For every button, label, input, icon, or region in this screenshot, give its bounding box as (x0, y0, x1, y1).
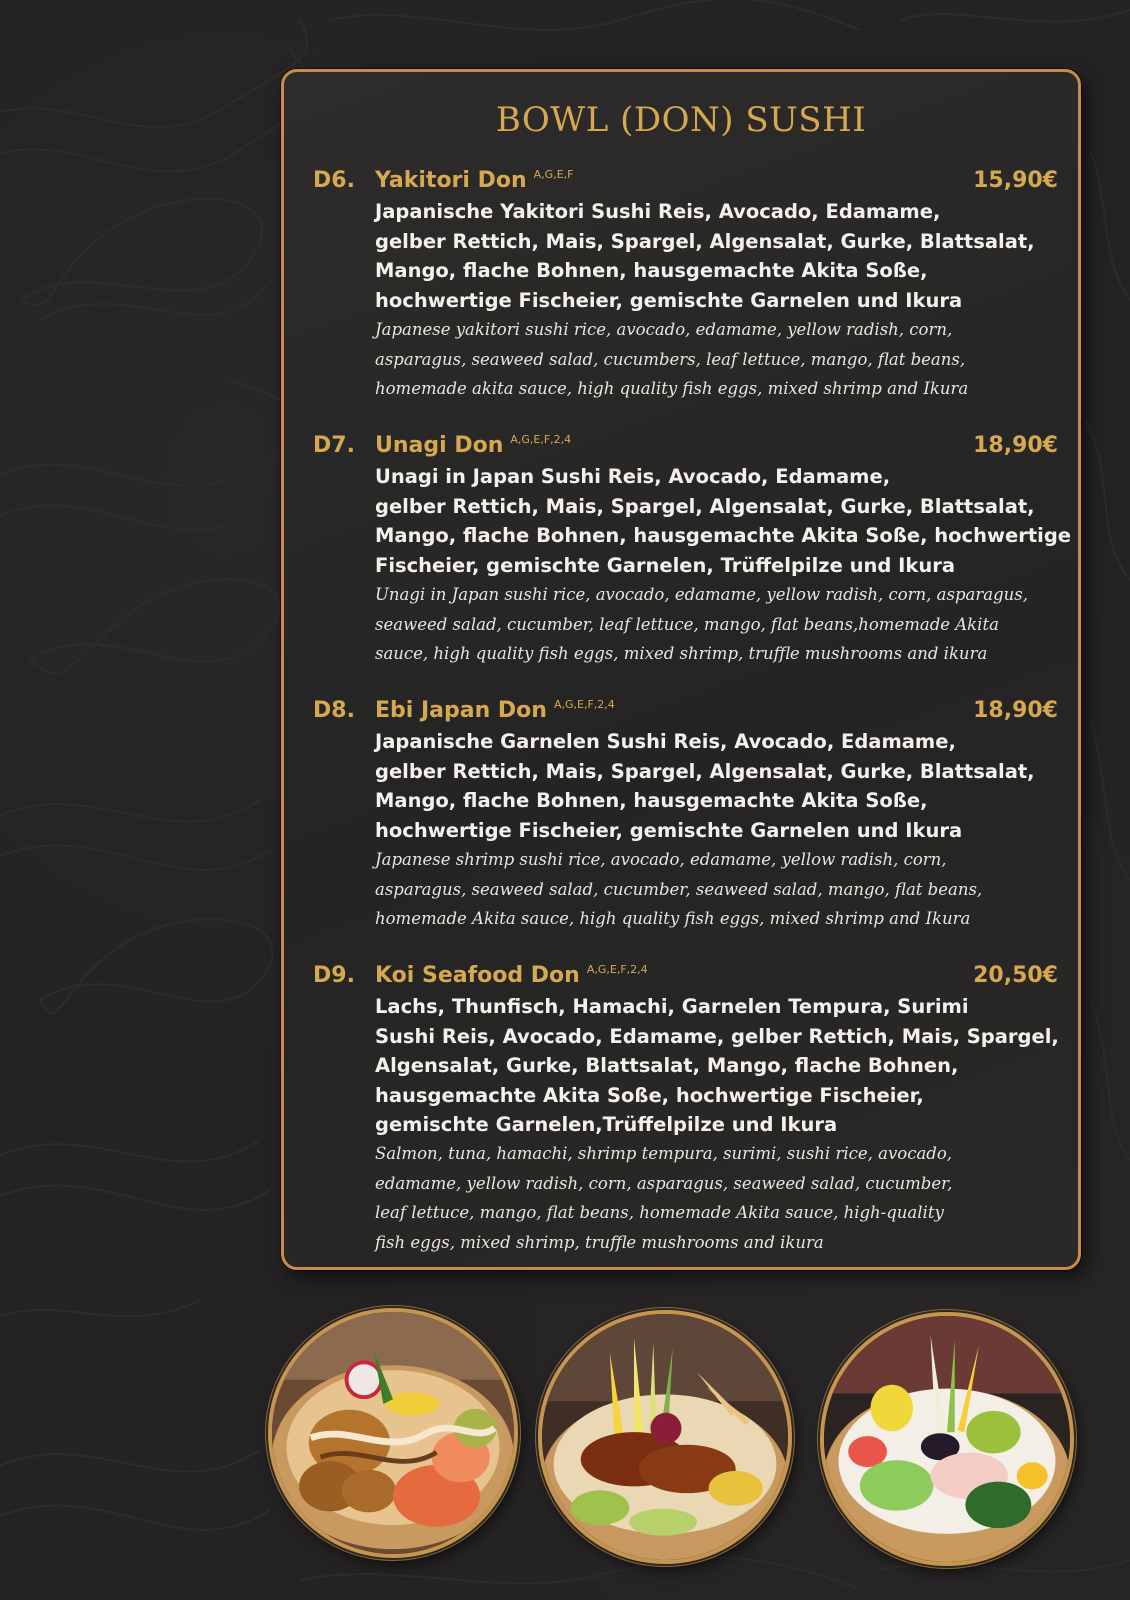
item-name-text: Ebi Japan Don (375, 698, 547, 723)
description-line: gelber Rettich, Mais, Spargel, Algensalat, Gurke, Blattsalat, (375, 759, 1035, 783)
item-description-de (375, 992, 1065, 1140)
description-line: hochwertige Fischeier, gemischte Garnelen und Ikura (375, 818, 963, 842)
item-name-text: Koi Seafood Don (375, 963, 580, 988)
food-bowl-yakitori-photo (538, 1310, 792, 1564)
description-line: fish eggs, mixed shrimp, truffle mushrooms and ikura (375, 1232, 824, 1252)
description-line: Salmon, tuna, hamachi, shrimp tempura, surimi, sushi rice, avocado, (375, 1144, 953, 1163)
item-price: 20,50€ (973, 963, 1058, 988)
description-line: Algensalat, Gurke, Blattsalat, Mango, flache Bohnen, (375, 1054, 959, 1077)
description-line: Unagi in Japan sushi rice, avocado, edamame, yellow radish, corn, asparagus, (375, 585, 1028, 604)
item-description-de (375, 197, 1065, 315)
item-name (375, 433, 571, 458)
item-code: D9. (313, 963, 355, 988)
description-line: Japanese yakitori sushi rice, avocado, edamame, yellow radish, corn, (375, 320, 953, 339)
description-line: asparagus, seaweed salad, cucumbers, leaf lettuce, mango, flat beans, (375, 349, 966, 369)
item-description-en (375, 580, 1028, 669)
description-line: asparagus, seaweed salad, cucumber, seaweed salad, mango, flat beans, (375, 879, 983, 899)
item-name (375, 168, 573, 193)
description-line: homemade Akita sauce, high quality fish eggs, mixed shrimp and Ikura (375, 909, 971, 928)
description-line: gemischte Garnelen,Trüffelpilze und Ikura (375, 1113, 838, 1136)
description-line: hochwertige Fischeier, gemischte Garnelen und Ikura (375, 288, 963, 312)
item-code: D7. (313, 433, 355, 458)
description-line: gelber Rettich, Mais, Spargel, Algensalat, Gurke, Blattsalat, (375, 229, 1035, 253)
item-description-en (375, 1139, 952, 1257)
item-code: D6. (313, 168, 355, 193)
description-line: Sushi Reis, Avocado, Edamame, gelber Rettich, Mais, Spargel, (375, 1024, 1059, 1048)
item-description-de (375, 727, 1065, 845)
item-code: D8. (313, 698, 355, 723)
description-line: Japanese shrimp sushi rice, avocado, edamame, yellow radish, corn, (375, 850, 947, 869)
item-price: 18,90€ (973, 433, 1058, 458)
menu-panel (281, 69, 1081, 1270)
item-description-en (375, 315, 968, 404)
item-description-de (375, 462, 1072, 580)
item-description-en (375, 845, 982, 934)
item-allergens: A,G,E,F,2,4 (510, 433, 572, 446)
description-line: gelber Rettich, Mais, Spargel, Algensalat, Gurke, Blattsalat, (375, 494, 1035, 518)
description-line: Mango, flache Bohnen, hausgemachte Akita Soße, hochwertige (375, 524, 1072, 547)
description-line: Mango, flache Bohnen, hausgemachte Akita Soße, (375, 789, 928, 812)
item-price: 15,90€ (973, 168, 1058, 193)
item-allergens: A,G,E,F,2,4 (553, 698, 615, 711)
food-bowl-fried-chicken-photo (268, 1308, 518, 1558)
description-line: Unagi in Japan Sushi Reis, Avocado, Edamame, (375, 465, 891, 488)
item-price: 18,90€ (973, 698, 1058, 723)
description-line: edamame, yellow radish, corn, asparagus, seaweed salad, cucumber, (375, 1173, 953, 1193)
item-name (375, 698, 615, 723)
description-line: Lachs, Thunfisch, Hamachi, Garnelen Tempura, Surimi (375, 995, 969, 1018)
description-line: Japanische Garnelen Sushi Reis, Avocado, Edamame, (375, 730, 956, 753)
item-allergens: A,G,E,F,2,4 (586, 963, 648, 976)
description-line: seaweed salad, cucumber, leaf lettuce, mango, flat beans,homemade Akita (375, 614, 999, 634)
item-name (375, 963, 648, 988)
item-name-text: Unagi Don (375, 433, 504, 458)
description-line: Fischeier, gemischte Garnelen, Trüffelpilze und Ikura (375, 553, 956, 577)
description-line: homemade akita sauce, high quality fish eggs, mixed shrimp and Ikura (375, 379, 969, 398)
description-line: Japanische Yakitori Sushi Reis, Avocado, Edamame, (375, 200, 941, 223)
item-name-text: Yakitori Don (375, 168, 527, 193)
menu-title: BOWL (DON) SUSHI (495, 100, 867, 140)
description-line: hausgemachte Akita Soße, hochwertige Fischeier, (375, 1083, 924, 1107)
item-allergens: A,G,E,F (533, 168, 574, 181)
description-line: leaf lettuce, mango, flat beans, homemade Akita sauce, high-quality (375, 1203, 944, 1222)
food-bowl-sashimi-photo (820, 1312, 1074, 1566)
description-line: sauce, high quality fish eggs, mixed shrimp, truffle mushrooms and ikura (375, 644, 988, 663)
description-line: Mango, flache Bohnen, hausgemachte Akita Soße, (375, 259, 928, 282)
